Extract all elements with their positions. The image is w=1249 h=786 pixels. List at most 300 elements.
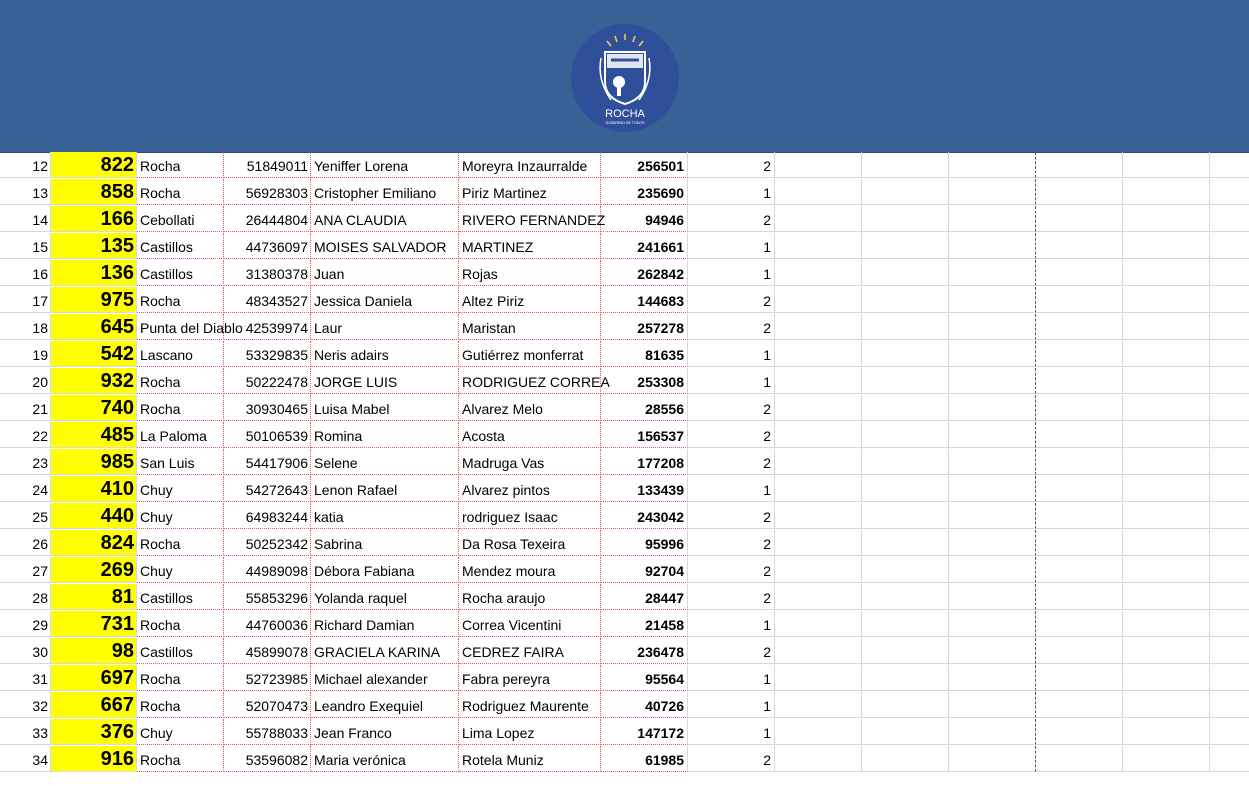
city-cell[interactable]: San Luis	[137, 449, 224, 475]
empty-cell[interactable]	[1123, 314, 1210, 340]
name-cell[interactable]: JORGE LUIS	[311, 368, 459, 394]
id-cell[interactable]: 54272643	[224, 476, 311, 502]
name-cell[interactable]: Sabrina	[311, 530, 459, 556]
empty-cell[interactable]	[1210, 260, 1249, 286]
empty-cell[interactable]	[862, 152, 949, 178]
name-cell[interactable]: katia	[311, 503, 459, 529]
empty-cell[interactable]	[949, 719, 1036, 745]
surname-cell[interactable]: Moreyra Inzaurralde	[459, 152, 601, 178]
group-cell[interactable]: 1	[688, 368, 775, 394]
empty-cell[interactable]	[1210, 638, 1249, 664]
empty-cell[interactable]	[1036, 638, 1123, 664]
row-number[interactable]: 15	[0, 233, 51, 259]
name-cell[interactable]: GRACIELA KARINA	[311, 638, 459, 664]
value-cell[interactable]: 95564	[601, 665, 688, 691]
surname-cell[interactable]: Correa Vicentini	[459, 611, 601, 637]
empty-cell[interactable]	[1210, 746, 1249, 772]
value-cell[interactable]: 92704	[601, 557, 688, 583]
code-cell[interactable]: 136	[51, 260, 137, 286]
surname-cell[interactable]: Rodriguez Maurente	[459, 692, 601, 718]
city-cell[interactable]: Castillos	[137, 233, 224, 259]
empty-cell[interactable]	[862, 476, 949, 502]
row-number[interactable]: 12	[0, 152, 51, 178]
code-cell[interactable]: 824	[51, 530, 137, 556]
surname-cell[interactable]: Alvarez Melo	[459, 395, 601, 421]
surname-cell[interactable]: rodriguez Isaac	[459, 503, 601, 529]
surname-cell[interactable]: Piriz Martinez	[459, 179, 601, 205]
empty-cell[interactable]	[949, 692, 1036, 718]
code-cell[interactable]: 135	[51, 233, 137, 259]
empty-cell[interactable]	[1036, 692, 1123, 718]
empty-cell[interactable]	[1036, 557, 1123, 583]
empty-cell[interactable]	[1123, 206, 1210, 232]
id-cell[interactable]: 52070473	[224, 692, 311, 718]
city-cell[interactable]: Chuy	[137, 476, 224, 502]
empty-cell[interactable]	[1036, 206, 1123, 232]
empty-cell[interactable]	[1210, 665, 1249, 691]
group-cell[interactable]: 2	[688, 422, 775, 448]
empty-cell[interactable]	[862, 233, 949, 259]
empty-cell[interactable]	[1036, 503, 1123, 529]
city-cell[interactable]: Rocha	[137, 692, 224, 718]
code-cell[interactable]: 410	[51, 476, 137, 502]
empty-cell[interactable]	[949, 287, 1036, 313]
empty-cell[interactable]	[1123, 503, 1210, 529]
empty-cell[interactable]	[1036, 368, 1123, 394]
empty-cell[interactable]	[1210, 233, 1249, 259]
empty-cell[interactable]	[862, 746, 949, 772]
empty-cell[interactable]	[1210, 422, 1249, 448]
id-cell[interactable]: 54417906	[224, 449, 311, 475]
empty-cell[interactable]	[775, 287, 862, 313]
group-cell[interactable]: 2	[688, 314, 775, 340]
code-cell[interactable]: 932	[51, 368, 137, 394]
empty-cell[interactable]	[862, 260, 949, 286]
empty-cell[interactable]	[1210, 692, 1249, 718]
city-cell[interactable]: Castillos	[137, 260, 224, 286]
empty-cell[interactable]	[1036, 233, 1123, 259]
empty-cell[interactable]	[775, 152, 862, 178]
row-number[interactable]: 33	[0, 719, 51, 745]
id-cell[interactable]: 44760036	[224, 611, 311, 637]
name-cell[interactable]: Selene	[311, 449, 459, 475]
id-cell[interactable]: 55788033	[224, 719, 311, 745]
empty-cell[interactable]	[862, 719, 949, 745]
empty-cell[interactable]	[1123, 584, 1210, 610]
group-cell[interactable]: 1	[688, 233, 775, 259]
empty-cell[interactable]	[1036, 449, 1123, 475]
empty-cell[interactable]	[862, 638, 949, 664]
empty-cell[interactable]	[949, 233, 1036, 259]
surname-cell[interactable]: Mendez moura	[459, 557, 601, 583]
surname-cell[interactable]: Alvarez pintos	[459, 476, 601, 502]
group-cell[interactable]: 2	[688, 206, 775, 232]
surname-cell[interactable]: CEDREZ FAIRA	[459, 638, 601, 664]
empty-cell[interactable]	[862, 530, 949, 556]
id-cell[interactable]: 44736097	[224, 233, 311, 259]
empty-cell[interactable]	[949, 638, 1036, 664]
city-cell[interactable]: Rocha	[137, 530, 224, 556]
empty-cell[interactable]	[775, 665, 862, 691]
empty-cell[interactable]	[862, 584, 949, 610]
empty-cell[interactable]	[775, 422, 862, 448]
id-cell[interactable]: 31380378	[224, 260, 311, 286]
name-cell[interactable]: Cristopher Emiliano	[311, 179, 459, 205]
empty-cell[interactable]	[775, 719, 862, 745]
empty-cell[interactable]	[949, 449, 1036, 475]
surname-cell[interactable]: Acosta	[459, 422, 601, 448]
empty-cell[interactable]	[1036, 422, 1123, 448]
row-number[interactable]: 23	[0, 449, 51, 475]
id-cell[interactable]: 50222478	[224, 368, 311, 394]
surname-cell[interactable]: Rocha araujo	[459, 584, 601, 610]
city-cell[interactable]: Rocha	[137, 179, 224, 205]
city-cell[interactable]: Castillos	[137, 638, 224, 664]
empty-cell[interactable]	[1123, 233, 1210, 259]
empty-cell[interactable]	[1036, 260, 1123, 286]
empty-cell[interactable]	[1036, 530, 1123, 556]
empty-cell[interactable]	[1123, 341, 1210, 367]
empty-cell[interactable]	[1123, 368, 1210, 394]
value-cell[interactable]: 257278	[601, 314, 688, 340]
empty-cell[interactable]	[1036, 476, 1123, 502]
empty-cell[interactable]	[862, 611, 949, 637]
id-cell[interactable]: 52723985	[224, 665, 311, 691]
empty-cell[interactable]	[775, 206, 862, 232]
empty-cell[interactable]	[949, 179, 1036, 205]
empty-cell[interactable]	[1210, 368, 1249, 394]
code-cell[interactable]: 740	[51, 395, 137, 421]
empty-cell[interactable]	[1123, 260, 1210, 286]
surname-cell[interactable]: MARTINEZ	[459, 233, 601, 259]
surname-cell[interactable]: Da Rosa Texeira	[459, 530, 601, 556]
empty-cell[interactable]	[1123, 692, 1210, 718]
name-cell[interactable]: Yeniffer Lorena	[311, 152, 459, 178]
empty-cell[interactable]	[775, 503, 862, 529]
id-cell[interactable]: 45899078	[224, 638, 311, 664]
group-cell[interactable]: 2	[688, 530, 775, 556]
empty-cell[interactable]	[862, 692, 949, 718]
value-cell[interactable]: 256501	[601, 152, 688, 178]
id-cell[interactable]: 53596082	[224, 746, 311, 772]
row-number[interactable]: 17	[0, 287, 51, 313]
id-cell[interactable]: 64983244	[224, 503, 311, 529]
city-cell[interactable]: Cebollati	[137, 206, 224, 232]
empty-cell[interactable]	[775, 395, 862, 421]
empty-cell[interactable]	[1210, 152, 1249, 178]
value-cell[interactable]: 235690	[601, 179, 688, 205]
code-cell[interactable]: 975	[51, 287, 137, 313]
name-cell[interactable]: Maria verónica	[311, 746, 459, 772]
empty-cell[interactable]	[862, 206, 949, 232]
code-cell[interactable]: 985	[51, 449, 137, 475]
surname-cell[interactable]: Madruga Vas	[459, 449, 601, 475]
empty-cell[interactable]	[1123, 395, 1210, 421]
value-cell[interactable]: 241661	[601, 233, 688, 259]
surname-cell[interactable]: Gutiérrez monferrat	[459, 341, 601, 367]
surname-cell[interactable]: RODRIGUEZ CORREA	[459, 368, 601, 394]
row-number[interactable]: 18	[0, 314, 51, 340]
code-cell[interactable]: 485	[51, 422, 137, 448]
value-cell[interactable]: 94946	[601, 206, 688, 232]
empty-cell[interactable]	[862, 665, 949, 691]
empty-cell[interactable]	[1036, 584, 1123, 610]
code-cell[interactable]: 98	[51, 638, 137, 664]
empty-cell[interactable]	[1210, 314, 1249, 340]
name-cell[interactable]: Luisa Mabel	[311, 395, 459, 421]
group-cell[interactable]: 2	[688, 638, 775, 664]
city-cell[interactable]: Rocha	[137, 152, 224, 178]
group-cell[interactable]: 1	[688, 476, 775, 502]
group-cell[interactable]: 1	[688, 692, 775, 718]
name-cell[interactable]: Michael alexander	[311, 665, 459, 691]
row-number[interactable]: 25	[0, 503, 51, 529]
empty-cell[interactable]	[862, 395, 949, 421]
id-cell[interactable]: 50252342	[224, 530, 311, 556]
code-cell[interactable]: 697	[51, 665, 137, 691]
empty-cell[interactable]	[1036, 395, 1123, 421]
value-cell[interactable]: 81635	[601, 341, 688, 367]
name-cell[interactable]: Jean Franco	[311, 719, 459, 745]
id-cell[interactable]: 44989098	[224, 557, 311, 583]
city-cell[interactable]: Rocha	[137, 368, 224, 394]
empty-cell[interactable]	[1036, 746, 1123, 772]
city-cell[interactable]: Rocha	[137, 395, 224, 421]
empty-cell[interactable]	[949, 152, 1036, 178]
value-cell[interactable]: 28447	[601, 584, 688, 610]
empty-cell[interactable]	[862, 368, 949, 394]
empty-cell[interactable]	[775, 314, 862, 340]
code-cell[interactable]: 731	[51, 611, 137, 637]
code-cell[interactable]: 269	[51, 557, 137, 583]
row-number[interactable]: 31	[0, 665, 51, 691]
id-cell[interactable]: 51849011	[224, 152, 311, 178]
empty-cell[interactable]	[1123, 530, 1210, 556]
empty-cell[interactable]	[862, 449, 949, 475]
name-cell[interactable]: Jessica Daniela	[311, 287, 459, 313]
id-cell[interactable]: 48343527	[224, 287, 311, 313]
city-cell[interactable]: Chuy	[137, 719, 224, 745]
row-number[interactable]: 32	[0, 692, 51, 718]
empty-cell[interactable]	[1123, 719, 1210, 745]
value-cell[interactable]: 177208	[601, 449, 688, 475]
name-cell[interactable]: MOISES SALVADOR	[311, 233, 459, 259]
city-cell[interactable]: Chuy	[137, 557, 224, 583]
group-cell[interactable]: 1	[688, 665, 775, 691]
empty-cell[interactable]	[775, 260, 862, 286]
row-number[interactable]: 28	[0, 584, 51, 610]
city-cell[interactable]: Chuy	[137, 503, 224, 529]
group-cell[interactable]: 2	[688, 746, 775, 772]
empty-cell[interactable]	[1036, 611, 1123, 637]
empty-cell[interactable]	[1036, 719, 1123, 745]
code-cell[interactable]: 542	[51, 341, 137, 367]
id-cell[interactable]: 56928303	[224, 179, 311, 205]
group-cell[interactable]: 2	[688, 557, 775, 583]
name-cell[interactable]: Leandro Exequiel	[311, 692, 459, 718]
group-cell[interactable]: 2	[688, 152, 775, 178]
empty-cell[interactable]	[949, 746, 1036, 772]
surname-cell[interactable]: Rojas	[459, 260, 601, 286]
empty-cell[interactable]	[1123, 152, 1210, 178]
empty-cell[interactable]	[949, 314, 1036, 340]
empty-cell[interactable]	[1210, 719, 1249, 745]
group-cell[interactable]: 2	[688, 503, 775, 529]
value-cell[interactable]: 253308	[601, 368, 688, 394]
city-cell[interactable]: Lascano	[137, 341, 224, 367]
row-number[interactable]: 16	[0, 260, 51, 286]
group-cell[interactable]: 2	[688, 287, 775, 313]
empty-cell[interactable]	[1210, 530, 1249, 556]
empty-cell[interactable]	[862, 341, 949, 367]
empty-cell[interactable]	[949, 341, 1036, 367]
city-cell[interactable]: La Paloma	[137, 422, 224, 448]
row-number[interactable]: 13	[0, 179, 51, 205]
empty-cell[interactable]	[1036, 665, 1123, 691]
row-number[interactable]: 22	[0, 422, 51, 448]
empty-cell[interactable]	[1036, 287, 1123, 313]
group-cell[interactable]: 1	[688, 719, 775, 745]
empty-cell[interactable]	[775, 341, 862, 367]
row-number[interactable]: 24	[0, 476, 51, 502]
empty-cell[interactable]	[1123, 476, 1210, 502]
row-number[interactable]: 27	[0, 557, 51, 583]
value-cell[interactable]: 133439	[601, 476, 688, 502]
value-cell[interactable]: 95996	[601, 530, 688, 556]
empty-cell[interactable]	[949, 368, 1036, 394]
id-cell[interactable]: 42539974	[224, 314, 311, 340]
name-cell[interactable]: Juan	[311, 260, 459, 286]
empty-cell[interactable]	[1210, 395, 1249, 421]
empty-cell[interactable]	[1123, 746, 1210, 772]
empty-cell[interactable]	[1123, 665, 1210, 691]
empty-cell[interactable]	[1123, 422, 1210, 448]
empty-cell[interactable]	[949, 422, 1036, 448]
empty-cell[interactable]	[775, 611, 862, 637]
empty-cell[interactable]	[1036, 314, 1123, 340]
code-cell[interactable]: 858	[51, 179, 137, 205]
surname-cell[interactable]: Fabra pereyra	[459, 665, 601, 691]
value-cell[interactable]: 21458	[601, 611, 688, 637]
group-cell[interactable]: 1	[688, 179, 775, 205]
code-cell[interactable]: 667	[51, 692, 137, 718]
empty-cell[interactable]	[949, 395, 1036, 421]
empty-cell[interactable]	[949, 584, 1036, 610]
group-cell[interactable]: 2	[688, 395, 775, 421]
empty-cell[interactable]	[862, 557, 949, 583]
code-cell[interactable]: 376	[51, 719, 137, 745]
empty-cell[interactable]	[1210, 206, 1249, 232]
empty-cell[interactable]	[775, 179, 862, 205]
value-cell[interactable]: 262842	[601, 260, 688, 286]
empty-cell[interactable]	[775, 584, 862, 610]
group-cell[interactable]: 2	[688, 449, 775, 475]
empty-cell[interactable]	[949, 557, 1036, 583]
surname-cell[interactable]: RIVERO FERNANDEZ	[459, 206, 601, 232]
empty-cell[interactable]	[949, 530, 1036, 556]
city-cell[interactable]: Castillos	[137, 584, 224, 610]
value-cell[interactable]: 28556	[601, 395, 688, 421]
id-cell[interactable]: 30930465	[224, 395, 311, 421]
city-cell[interactable]: Punta del Diablo	[137, 314, 224, 340]
code-cell[interactable]: 645	[51, 314, 137, 340]
value-cell[interactable]: 236478	[601, 638, 688, 664]
empty-cell[interactable]	[1123, 449, 1210, 475]
value-cell[interactable]: 243042	[601, 503, 688, 529]
value-cell[interactable]: 40726	[601, 692, 688, 718]
city-cell[interactable]: Rocha	[137, 287, 224, 313]
empty-cell[interactable]	[1210, 503, 1249, 529]
empty-cell[interactable]	[775, 557, 862, 583]
empty-cell[interactable]	[1210, 476, 1249, 502]
id-cell[interactable]: 26444804	[224, 206, 311, 232]
name-cell[interactable]: Yolanda raquel	[311, 584, 459, 610]
surname-cell[interactable]: Lima Lopez	[459, 719, 601, 745]
empty-cell[interactable]	[1123, 179, 1210, 205]
empty-cell[interactable]	[949, 260, 1036, 286]
row-number[interactable]: 34	[0, 746, 51, 772]
code-cell[interactable]: 916	[51, 746, 137, 772]
empty-cell[interactable]	[1036, 179, 1123, 205]
empty-cell[interactable]	[1123, 611, 1210, 637]
surname-cell[interactable]: Maristan	[459, 314, 601, 340]
empty-cell[interactable]	[1210, 611, 1249, 637]
row-number[interactable]: 21	[0, 395, 51, 421]
empty-cell[interactable]	[775, 692, 862, 718]
group-cell[interactable]: 1	[688, 611, 775, 637]
value-cell[interactable]: 144683	[601, 287, 688, 313]
empty-cell[interactable]	[949, 206, 1036, 232]
empty-cell[interactable]	[1210, 179, 1249, 205]
empty-cell[interactable]	[949, 503, 1036, 529]
group-cell[interactable]: 1	[688, 341, 775, 367]
name-cell[interactable]: Richard Damian	[311, 611, 459, 637]
row-number[interactable]: 14	[0, 206, 51, 232]
empty-cell[interactable]	[1210, 449, 1249, 475]
empty-cell[interactable]	[1210, 287, 1249, 313]
row-number[interactable]: 26	[0, 530, 51, 556]
name-cell[interactable]: Débora Fabiana	[311, 557, 459, 583]
name-cell[interactable]: Laur	[311, 314, 459, 340]
empty-cell[interactable]	[862, 314, 949, 340]
empty-cell[interactable]	[775, 368, 862, 394]
name-cell[interactable]: Romina	[311, 422, 459, 448]
surname-cell[interactable]: Altez Piriz	[459, 287, 601, 313]
value-cell[interactable]: 156537	[601, 422, 688, 448]
empty-cell[interactable]	[1123, 638, 1210, 664]
empty-cell[interactable]	[1123, 287, 1210, 313]
empty-cell[interactable]	[862, 287, 949, 313]
empty-cell[interactable]	[775, 233, 862, 259]
empty-cell[interactable]	[1210, 584, 1249, 610]
code-cell[interactable]: 166	[51, 206, 137, 232]
empty-cell[interactable]	[1210, 341, 1249, 367]
name-cell[interactable]: ANA CLAUDIA	[311, 206, 459, 232]
city-cell[interactable]: Rocha	[137, 665, 224, 691]
empty-cell[interactable]	[775, 476, 862, 502]
row-number[interactable]: 20	[0, 368, 51, 394]
value-cell[interactable]: 61985	[601, 746, 688, 772]
empty-cell[interactable]	[949, 665, 1036, 691]
empty-cell[interactable]	[775, 638, 862, 664]
row-number[interactable]: 19	[0, 341, 51, 367]
city-cell[interactable]: Rocha	[137, 611, 224, 637]
empty-cell[interactable]	[862, 179, 949, 205]
empty-cell[interactable]	[775, 530, 862, 556]
surname-cell[interactable]: Rotela Muniz	[459, 746, 601, 772]
value-cell[interactable]: 147172	[601, 719, 688, 745]
name-cell[interactable]: Lenon Rafael	[311, 476, 459, 502]
